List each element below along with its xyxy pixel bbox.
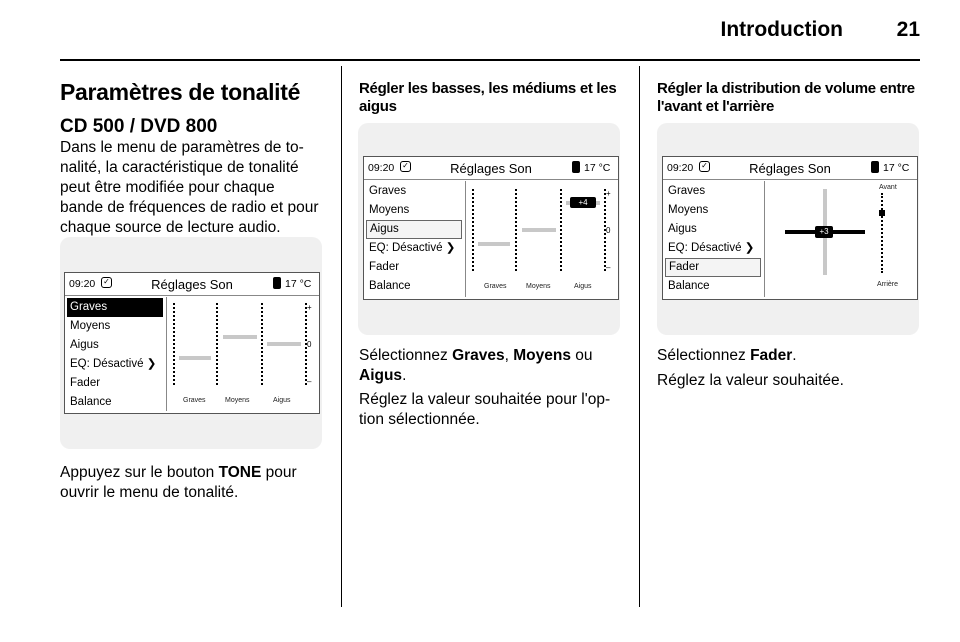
text-line: Réglez la valeur souhaitée.: [657, 372, 844, 389]
fader-value-badge[interactable]: +3: [815, 226, 833, 238]
text-line: peut être modifiée pour chaque: [60, 179, 275, 196]
status-bar: [663, 157, 917, 180]
clock-icon: ✓: [101, 277, 112, 288]
zero-mark: 0: [606, 226, 611, 235]
thermometer-icon: [572, 161, 580, 173]
tone-button-name: TONE: [218, 464, 262, 481]
menu-item-moyens[interactable]: Moyens: [668, 204, 709, 216]
menu-item-eq[interactable]: [665, 239, 761, 258]
heading-line: aigus: [359, 98, 397, 115]
heading-line: l'avant et l'arrière: [657, 98, 775, 115]
temperature: 17 °C: [285, 278, 312, 290]
menu-item-aigus[interactable]: Aigus: [366, 220, 462, 239]
eq-level-bar-moyens: [522, 228, 556, 232]
option-name: Graves: [452, 347, 505, 364]
option-name: Fader: [750, 347, 793, 364]
eq-label-moyens: Moyens: [526, 283, 551, 290]
eq-label-graves: Graves: [183, 397, 206, 404]
eq-label-aigus: Aigus: [574, 283, 592, 290]
text-run: ou: [570, 347, 593, 364]
settings-menu: [366, 182, 462, 296]
intro-paragraph: [60, 138, 340, 238]
screen-title: Réglages Son: [151, 277, 233, 292]
bass-treble-heading: [359, 80, 629, 116]
menu-item-eq-label: EQ: Désactivé: [70, 358, 144, 370]
menu-item-eq[interactable]: [67, 355, 163, 374]
fader-value-paragraph: [657, 371, 932, 391]
eq-slider-moyens[interactable]: [560, 189, 562, 271]
heading-line: Régler les basses, les médiums et les: [359, 80, 617, 97]
text-run: .: [792, 347, 797, 364]
text-line: Dans le menu de paramètres de to-: [60, 139, 304, 156]
header-rule: [60, 59, 920, 61]
minus-mark: –: [606, 263, 611, 272]
text-line: [657, 346, 932, 366]
text-line: [359, 346, 634, 366]
fader-heading: [657, 80, 927, 116]
fader-marker: [879, 210, 885, 216]
eq-level-bar-graves: [478, 242, 510, 246]
eq-slider-moyens[interactable]: [261, 303, 263, 385]
menu-divider: [465, 181, 466, 297]
clock-time: 09:20: [667, 162, 694, 174]
text-run: ,: [504, 347, 514, 364]
chevron-right-icon: ❯: [445, 242, 456, 254]
value-badge: +4: [570, 197, 596, 208]
plus-mark: +: [307, 303, 312, 312]
menu-item-aigus[interactable]: Aigus: [668, 223, 697, 235]
screen-title: Réglages Son: [450, 161, 532, 176]
text-run: pour: [261, 464, 297, 481]
page-heading: Paramètres de tonalité: [60, 79, 301, 105]
menu-divider: [166, 297, 167, 411]
option-name: Moyens: [513, 347, 571, 364]
clock-time: 09:20: [368, 162, 395, 174]
text-line: nalité, la caractéristique de tonalité: [60, 159, 299, 176]
text-run: Sélectionnez: [359, 347, 453, 364]
eq-label-moyens: Moyens: [225, 397, 250, 404]
eq-level-bar-graves: [179, 356, 211, 360]
text-run: Appuyez sur le bouton: [60, 464, 219, 481]
chevron-right-icon: ❯: [744, 242, 755, 254]
sound-settings-screen: [363, 156, 619, 300]
text-line: tion sélectionnée.: [359, 411, 480, 428]
avant-label: Avant: [879, 184, 897, 191]
arriere-label: Arrière: [877, 281, 899, 288]
text-line: Réglez la valeur souhaitée pour l'op-: [359, 391, 611, 408]
eq-level-bar-aigus: [267, 342, 301, 346]
status-bar: [65, 273, 319, 296]
text-line: [60, 463, 340, 483]
clock-icon: ✓: [699, 161, 710, 172]
menu-item-aigus[interactable]: Aigus: [70, 339, 99, 351]
plus-mark: +: [606, 189, 611, 198]
menu-item-fader[interactable]: Fader: [369, 261, 400, 273]
menu-item-fader[interactable]: Fader: [665, 258, 761, 277]
eq-slider-graves[interactable]: [216, 303, 218, 385]
sound-settings-screen: [64, 272, 320, 414]
thermometer-icon: [273, 277, 281, 289]
heading-line: Régler la distribution de volume entre: [657, 80, 915, 97]
text-line: chaque source de lecture audio.: [60, 219, 281, 236]
menu-item-graves[interactable]: Graves: [668, 185, 706, 197]
menu-item-balance[interactable]: Balance: [668, 280, 710, 292]
value-paragraph: [359, 390, 634, 430]
fader-scale: [881, 193, 883, 273]
column-divider: [639, 66, 640, 607]
menu-item-moyens[interactable]: Moyens: [369, 204, 410, 216]
temperature: 17 °C: [584, 162, 611, 174]
sound-settings-screen: [662, 156, 918, 300]
menu-item-moyens[interactable]: Moyens: [70, 320, 111, 332]
settings-menu: [665, 182, 761, 296]
section-title: Introduction: [720, 18, 843, 41]
status-bar: [364, 157, 618, 180]
page-number: 21: [896, 18, 920, 41]
menu-item-eq-label: EQ: Désactivé: [369, 242, 443, 254]
fader-select-paragraph: [657, 346, 932, 366]
menu-item-balance[interactable]: Balance: [70, 396, 112, 408]
eq-scale: [472, 189, 474, 271]
minus-mark: –: [307, 377, 312, 386]
menu-item-graves[interactable]: Graves: [369, 185, 407, 197]
chevron-right-icon: ❯: [146, 358, 157, 370]
menu-item-graves[interactable]: Graves: [67, 298, 163, 317]
temperature: 17 °C: [883, 162, 910, 174]
column-divider: [341, 66, 342, 607]
menu-divider: [764, 181, 765, 297]
text-line: ouvrir le menu de tonalité.: [60, 484, 239, 501]
eq-scale: [173, 303, 175, 385]
menu-item-eq-label: EQ: Désactivé: [668, 242, 742, 254]
screen-title: Réglages Son: [749, 161, 831, 176]
clock-time: 09:20: [69, 278, 96, 290]
eq-level-bar-moyens: [223, 335, 257, 339]
text-line: bande de fréquences de radio et pour: [60, 199, 319, 216]
text-run: Sélectionnez: [657, 347, 751, 364]
eq-slider-graves[interactable]: [515, 189, 517, 271]
eq-label-aigus: Aigus: [273, 397, 291, 404]
thermometer-icon: [871, 161, 879, 173]
menu-item-balance[interactable]: Balance: [369, 280, 411, 292]
tone-button-paragraph: [60, 463, 340, 503]
select-paragraph: [359, 346, 634, 386]
settings-menu: [67, 298, 163, 412]
text-line: [359, 366, 634, 386]
zero-mark: 0: [307, 340, 312, 349]
menu-item-eq[interactable]: [366, 239, 462, 258]
clock-icon: ✓: [400, 161, 411, 172]
sub-heading: CD 500 / DVD 800: [60, 116, 218, 137]
eq-label-graves: Graves: [484, 283, 507, 290]
menu-item-fader[interactable]: Fader: [70, 377, 101, 389]
option-name: Aigus: [359, 367, 403, 384]
text-run: .: [402, 367, 407, 384]
